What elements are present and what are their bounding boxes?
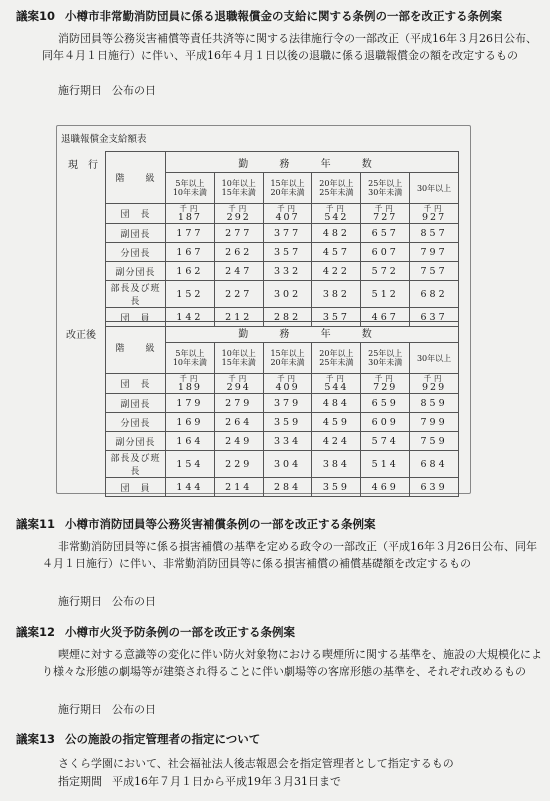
value-cell: 177	[166, 224, 215, 243]
value-cell	[361, 374, 410, 394]
sec12-number: 議案12	[16, 625, 56, 639]
value-cell: 467	[361, 308, 410, 327]
sec12-date	[58, 701, 156, 717]
sec13-body: さくら学園において、社会福祉法人後志報恩会を指定管理者として指定するもの	[58, 757, 454, 770]
value-cell: 179	[166, 394, 215, 413]
rank-cell: 分団長	[106, 243, 166, 262]
value-cell: 657	[361, 224, 410, 243]
unit-label: 千円	[228, 374, 250, 383]
value-cell: 162	[166, 262, 215, 281]
value-cell: 422	[312, 262, 361, 281]
value-cell	[312, 204, 361, 224]
sec10-title	[16, 8, 502, 24]
value-cell	[263, 374, 312, 394]
value-cell: 684	[410, 451, 459, 478]
service-column-header: 5年以上 10年未満	[166, 173, 215, 204]
rank-cell: 団 長	[106, 374, 166, 394]
value-cell: 797	[410, 243, 459, 262]
table-row	[106, 281, 459, 308]
service-column-header: 10年以上 15年未満	[214, 173, 263, 204]
sec13-title-text: 公の施設の指定管理者の指定について	[65, 732, 261, 746]
value-cell: 212	[214, 308, 263, 327]
rank-cell: 団 員	[106, 478, 166, 497]
unit-label: 千円	[179, 204, 201, 213]
value-cell: 357	[263, 243, 312, 262]
table-row	[106, 451, 459, 478]
rank-cell: 部長及び班長	[106, 451, 166, 478]
value-cell: 282	[263, 308, 312, 327]
sec11-number: 議案11	[16, 517, 56, 531]
service-years-header: 勤 務 年 数	[166, 152, 459, 173]
sec11-date-value: 公布の日	[112, 595, 156, 608]
value-cell: 304	[263, 451, 312, 478]
rank-header: 階 級	[106, 322, 166, 374]
value-cell: 334	[263, 432, 312, 451]
value-cell: 607	[361, 243, 410, 262]
value-cell: 359	[312, 478, 361, 497]
sec13-title	[16, 731, 260, 747]
value-cell: 154	[166, 451, 215, 478]
value-cell: 227	[214, 281, 263, 308]
sec12-title-text: 小樽市火災予防条例の一部を改正する条例案	[65, 625, 296, 639]
value-cell: 264	[214, 413, 263, 432]
table-caption: 退職報償金支給額表	[61, 134, 147, 145]
table-row	[106, 262, 459, 281]
rank-cell: 副団長	[106, 394, 166, 413]
value-cell: 142	[166, 308, 215, 327]
sec13-period-label: 指定期間	[58, 775, 102, 788]
value-cell: 424	[312, 432, 361, 451]
sec10-body: 消防団員等公務災害補償等責任共済等に関する法律施行令の一部改正（平成16年３月26日公布、同年４月１日施行）に伴い、平成16年４月１日以後の退職に係る退職報償金の額を改定するもの	[42, 32, 537, 62]
value-cell	[214, 204, 263, 224]
rank-cell: 団 長	[106, 204, 166, 224]
label-revised: 改正後	[66, 330, 96, 341]
value-cell: 279	[214, 394, 263, 413]
value-cell: 512	[361, 281, 410, 308]
value: 189	[177, 382, 202, 393]
service-column-header: 30年以上	[410, 173, 459, 204]
value-cell: 167	[166, 243, 215, 262]
table-row	[106, 394, 459, 413]
service-column-header: 20年以上 25年未満	[312, 343, 361, 374]
sec10-date-value: 公布の日	[112, 84, 156, 97]
value: 542	[324, 212, 349, 223]
service-column-header: 25年以上 30年未満	[361, 173, 410, 204]
value-cell: 799	[410, 413, 459, 432]
sec10-date-label: 施行期日	[58, 84, 102, 97]
value-cell: 459	[312, 413, 361, 432]
sec11-date	[58, 593, 156, 609]
sec12-body: 喫煙に対する意識等の変化に伴い防火対象物における喫煙所に関する基準を、施設の大規模化により様々な形態の劇場等が建築され得ることに伴い劇場等の客席形態の基準を、それぞれ改めるもの	[42, 648, 542, 678]
value-cell: 574	[361, 432, 410, 451]
sec12-date-value: 公布の日	[112, 703, 156, 716]
value-cell: 302	[263, 281, 312, 308]
sec11-title-text: 小樽市消防団員等公務災害補償条例の一部を改正する条例案	[65, 517, 376, 531]
value-cell: 249	[214, 432, 263, 451]
unit-label: 千円	[179, 374, 201, 383]
value-cell: 169	[166, 413, 215, 432]
sec11-date-label: 施行期日	[58, 595, 102, 608]
value: 544	[324, 382, 349, 393]
value-cell: 514	[361, 451, 410, 478]
table-current	[105, 151, 459, 327]
value-cell: 384	[312, 451, 361, 478]
unit-label: 千円	[423, 374, 445, 383]
table-row	[106, 243, 459, 262]
unit-label: 千円	[277, 204, 299, 213]
value-cell: 639	[410, 478, 459, 497]
value-cell	[312, 374, 361, 394]
value-cell: 457	[312, 243, 361, 262]
table-row	[106, 374, 459, 394]
unit-label: 千円	[423, 204, 445, 213]
value: 294	[226, 382, 251, 393]
value-cell: 609	[361, 413, 410, 432]
service-column-header: 15年以上 20年未満	[263, 173, 312, 204]
value: 292	[226, 212, 251, 223]
label-current: 現 行	[68, 160, 98, 171]
unit-label: 千円	[374, 374, 396, 383]
value-cell: 484	[312, 394, 361, 413]
sec11-title	[16, 516, 376, 532]
sec13-period-value: 平成16年７月１日から平成19年３月31日まで	[112, 775, 341, 788]
value-cell: 469	[361, 478, 410, 497]
value-cell: 144	[166, 478, 215, 497]
table-row	[106, 204, 459, 224]
value-cell: 482	[312, 224, 361, 243]
unit-label: 千円	[374, 204, 396, 213]
sec11-body: 非常勤消防団員等に係る損害補償の基準を定める政令の一部改正（平成16年３月26日公布、同年４月１日施行）に伴い、非常勤消防団員等に係る損害補償の補償基礎額を改定するもの	[42, 540, 537, 570]
service-column-header: 25年以上 30年未満	[361, 343, 410, 374]
value-cell: 152	[166, 281, 215, 308]
value-cell	[410, 204, 459, 224]
value: 409	[275, 382, 300, 393]
rank-cell: 副分団長	[106, 432, 166, 451]
sec10-title-text: 小樽市非常勤消防団員に係る退職報償金の支給に関する条例の一部を改正する条例案	[65, 9, 503, 23]
value-cell: 682	[410, 281, 459, 308]
value-cell: 247	[214, 262, 263, 281]
value-cell: 379	[263, 394, 312, 413]
table-row	[106, 224, 459, 243]
unit-label: 千円	[228, 204, 250, 213]
sec12-date-label: 施行期日	[58, 703, 102, 716]
value-cell: 284	[263, 478, 312, 497]
table-row	[106, 478, 459, 497]
value-cell: 757	[410, 262, 459, 281]
value-cell: 759	[410, 432, 459, 451]
rank-cell: 団 員	[106, 308, 166, 327]
sec10-date	[58, 82, 156, 98]
value-cell: 277	[214, 224, 263, 243]
unit-label: 千円	[277, 374, 299, 383]
value-cell: 214	[214, 478, 263, 497]
value-cell: 659	[361, 394, 410, 413]
value-cell: 377	[263, 224, 312, 243]
value-cell: 859	[410, 394, 459, 413]
value: 729	[373, 382, 398, 393]
value-cell: 357	[312, 308, 361, 327]
value-cell	[263, 204, 312, 224]
rank-header: 階 級	[106, 152, 166, 204]
value: 929	[422, 382, 447, 393]
table-row	[106, 432, 459, 451]
service-years-header: 勤 務 年 数	[166, 322, 459, 343]
table-row	[106, 413, 459, 432]
rank-cell: 副団長	[106, 224, 166, 243]
value-cell	[166, 204, 215, 224]
sec12-title	[16, 624, 295, 640]
value: 927	[422, 212, 447, 223]
value: 407	[275, 212, 300, 223]
service-column-header: 15年以上 20年未満	[263, 343, 312, 374]
value-cell	[361, 204, 410, 224]
service-column-header: 10年以上 15年未満	[214, 343, 263, 374]
unit-label: 千円	[325, 204, 347, 213]
service-column-header: 30年以上	[410, 343, 459, 374]
value: 187	[177, 212, 202, 223]
sec13-period	[58, 773, 341, 789]
value-cell: 637	[410, 308, 459, 327]
value-cell: 262	[214, 243, 263, 262]
rank-cell: 分団長	[106, 413, 166, 432]
value-cell: 382	[312, 281, 361, 308]
sec13-number: 議案13	[16, 732, 56, 746]
value-cell	[214, 374, 263, 394]
unit-label: 千円	[325, 374, 347, 383]
table-revised	[105, 321, 459, 497]
value-cell: 359	[263, 413, 312, 432]
value-cell: 572	[361, 262, 410, 281]
value-cell	[410, 374, 459, 394]
value-cell: 332	[263, 262, 312, 281]
value-cell: 229	[214, 451, 263, 478]
value: 727	[373, 212, 398, 223]
value-cell	[166, 374, 215, 394]
sec10-number: 議案10	[16, 9, 56, 23]
service-column-header: 5年以上 10年未満	[166, 343, 215, 374]
rank-cell: 部長及び班長	[106, 281, 166, 308]
value-cell: 164	[166, 432, 215, 451]
service-column-header: 20年以上 25年未満	[312, 173, 361, 204]
value-cell: 857	[410, 224, 459, 243]
rank-cell: 副分団長	[106, 262, 166, 281]
